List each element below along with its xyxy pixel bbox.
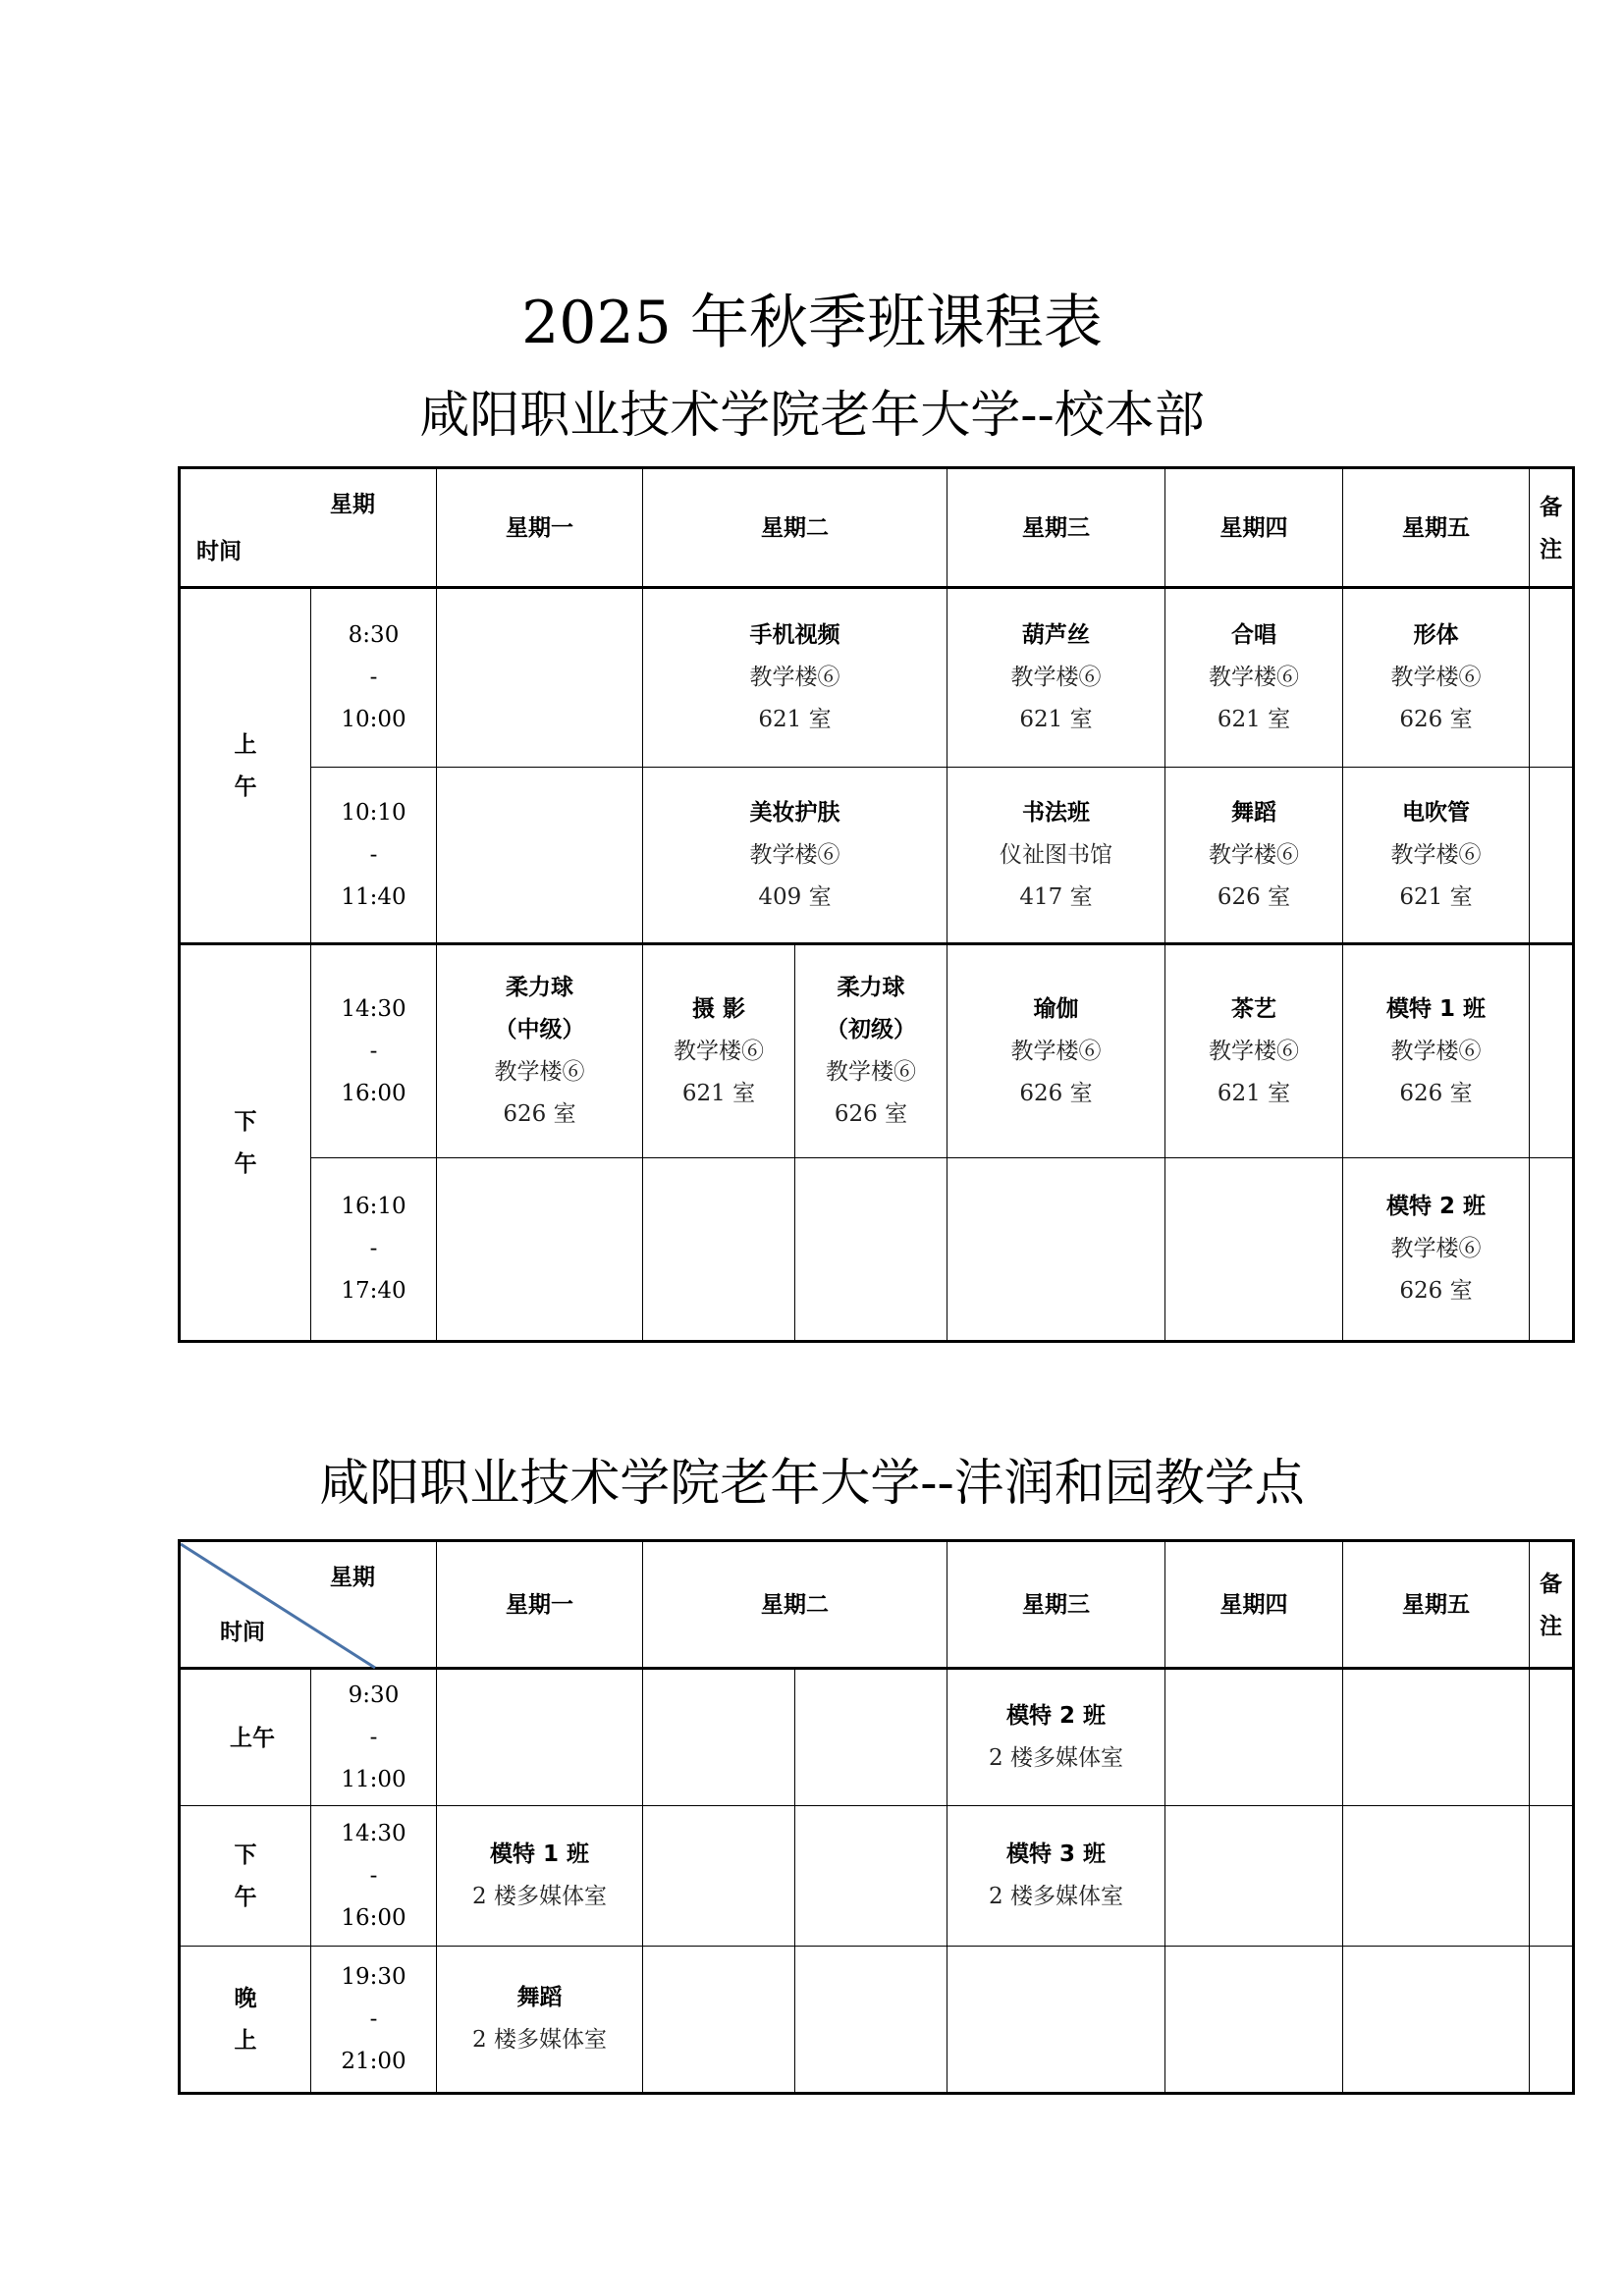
room: 621 室 [758,707,832,732]
empty-cell [643,1669,795,1806]
week-label: 星期 [330,491,375,517]
building: 教学楼⑥ [749,665,840,690]
building: 教学楼⑥ [1390,841,1482,868]
page-title: 2025 年秋季班课程表 [521,289,1103,357]
note-header: 备注 [1530,468,1574,588]
time-slot: 19:30 - 21:00 [311,1947,437,2094]
course-name: 舞蹈 [1231,799,1276,826]
course-name: 合唱 [1231,622,1276,648]
building: 教学楼⑥ [1390,665,1482,690]
time-label: 时间 [220,1619,265,1645]
schedule-table-main-campus [178,466,1575,1343]
day-header-thu: 星期四 [1165,468,1343,588]
time-slot: 14:30 - 16:00 [311,944,437,1158]
building: 教学楼⑥ [1010,665,1102,690]
building: 教学楼⑥ [674,1038,764,1064]
course-name: 舞蹈 [516,1985,563,2010]
day-header-tue: 星期二 [643,468,947,588]
class-cell [1343,588,1530,768]
room: 626 室 [1399,707,1473,732]
note-cell [1530,1158,1574,1342]
class-cell [1165,768,1343,944]
time-slot: 16:10 - 17:40 [311,1158,437,1342]
course-level: （中级） [494,1017,585,1042]
class-cell [643,944,795,1158]
class-cell [1165,588,1343,768]
course-name: 美妆护肤 [749,799,840,826]
course-name: 葫芦丝 [1022,622,1090,648]
building: 教学楼⑥ [494,1059,585,1085]
class-cell [1165,944,1343,1158]
period-pm: 下午 [180,1806,311,1947]
class-cell [947,1669,1165,1806]
course-name: 模特 2 班 [1385,1194,1487,1219]
empty-cell [795,1947,947,2094]
schedule-table-fengrun [178,1539,1575,2095]
note-cell [1530,1947,1574,2094]
header-corner-cell [180,1541,437,1669]
class-cell [947,588,1165,768]
course-name: 模特 3 班 [1005,1842,1107,1867]
empty-cell [1343,1947,1530,2094]
period-pm: 下午 [180,944,311,1342]
room: 621 室 [1217,1080,1291,1106]
day-header-fri: 星期五 [1343,468,1530,588]
time-label: 时间 [196,538,242,564]
section1-title: 咸阳职业技术学院老年大学--校本部 [419,387,1205,445]
course-name: 摄 影 [691,995,745,1022]
building: 教学楼⑥ [1209,1038,1299,1064]
empty-cell [795,1669,947,1806]
course-name: 模特 1 班 [1385,995,1487,1022]
room: 2 楼多媒体室 [472,1884,607,1909]
building: 仪祉图书馆 [1000,841,1112,868]
course-name: 书法班 [1022,799,1090,826]
period-eve: 晚上 [180,1947,311,2094]
empty-cell [643,1806,795,1947]
room: 2 楼多媒体室 [989,1884,1123,1909]
class-cell [947,1806,1165,1947]
empty-cell [437,1669,643,1806]
course-name: 柔力球 [837,975,905,1000]
day-header-wed: 星期三 [947,1541,1165,1669]
week-label: 星期 [330,1564,375,1590]
empty-cell [1343,1669,1530,1806]
class-cell [947,944,1165,1158]
building: 教学楼⑥ [1390,1038,1482,1064]
course-name: 形体 [1413,622,1459,648]
period-am: 上午 [180,1669,311,1806]
building: 教学楼⑥ [1010,1038,1102,1064]
building: 教学楼⑥ [1209,665,1299,690]
room: 621 室 [1399,883,1473,910]
room: 621 室 [1019,707,1093,732]
class-cell [1343,944,1530,1158]
time-slot: 14:30 - 16:00 [311,1806,437,1947]
course-name: 瑜伽 [1033,995,1079,1022]
empty-cell [795,1158,947,1342]
section2-title: 咸阳职业技术学院老年大学--沣润和园教学点 [319,1455,1305,1513]
note-cell [1530,588,1574,768]
room: 417 室 [1019,883,1093,910]
empty-cell [1343,1806,1530,1947]
day-header-mon: 星期一 [437,1541,643,1669]
room: 621 室 [681,1080,756,1106]
course-name: 模特 2 班 [1005,1703,1107,1729]
empty-cell [1165,1947,1343,2094]
empty-cell [643,1158,795,1342]
day-header-tue: 星期二 [643,1541,947,1669]
class-cell [643,768,947,944]
empty-cell [437,1158,643,1342]
note-cell [1530,768,1574,944]
empty-cell [643,1947,795,2094]
day-header-mon: 星期一 [437,468,643,588]
note-cell [1530,1669,1574,1806]
course-level: （初级） [826,1017,916,1042]
room: 626 室 [1399,1080,1473,1106]
class-cell [1343,1158,1530,1342]
room: 409 室 [758,883,832,910]
note-cell [1530,1806,1574,1947]
empty-cell [795,1806,947,1947]
building: 教学楼⑥ [1209,841,1299,868]
empty-cell [437,768,643,944]
note-header: 备注 [1530,1541,1574,1669]
room: 626 室 [834,1101,908,1127]
building: 教学楼⑥ [826,1059,916,1085]
course-name: 手机视频 [749,622,840,648]
empty-cell [947,1158,1165,1342]
day-header-fri: 星期五 [1343,1541,1530,1669]
course-name: 茶艺 [1231,995,1276,1022]
class-cell [947,768,1165,944]
class-cell [643,588,947,768]
empty-cell [1165,1158,1343,1342]
class-cell [437,1806,643,1947]
course-name: 柔力球 [506,975,573,1000]
room: 626 室 [1019,1080,1093,1106]
room: 2 楼多媒体室 [989,1745,1123,1771]
time-slot: 8:30 - 10:00 [311,588,437,768]
empty-cell [1165,1806,1343,1947]
time-slot: 10:10 - 11:40 [311,768,437,944]
course-name: 电吹管 [1402,799,1470,826]
class-cell [437,944,643,1158]
empty-cell [947,1947,1165,2094]
header-corner-cell [180,468,437,588]
class-cell [437,1947,643,2094]
course-name: 模特 1 班 [489,1842,590,1867]
empty-cell [437,588,643,768]
class-cell [1343,768,1530,944]
note-cell [1530,944,1574,1158]
room: 2 楼多媒体室 [472,2027,607,2053]
building: 教学楼⑥ [1390,1236,1482,1261]
room: 621 室 [1217,707,1291,732]
class-cell [795,944,947,1158]
room: 626 室 [503,1101,576,1127]
building: 教学楼⑥ [749,841,840,868]
day-header-thu: 星期四 [1165,1541,1343,1669]
room: 626 室 [1217,883,1291,910]
empty-cell [1165,1669,1343,1806]
room: 626 室 [1399,1278,1473,1304]
time-slot: 9:30 - 11:00 [311,1669,437,1806]
day-header-wed: 星期三 [947,468,1165,588]
period-am: 上午 [180,588,311,944]
